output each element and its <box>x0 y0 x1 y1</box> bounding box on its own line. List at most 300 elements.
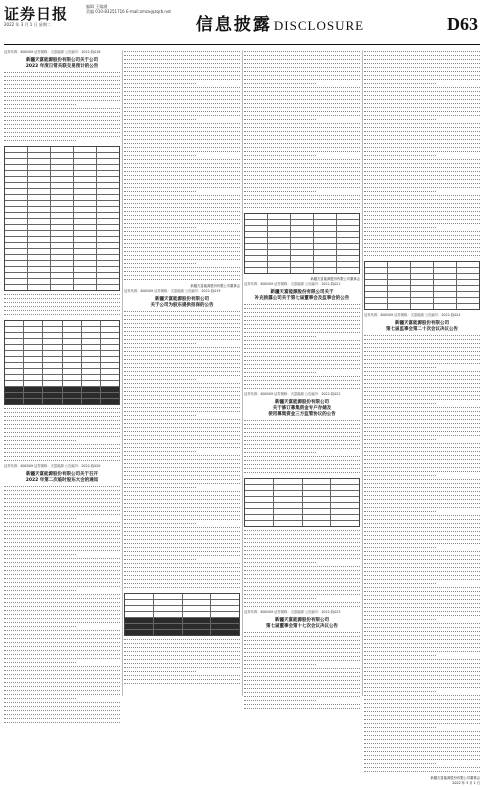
table-cell <box>331 503 359 508</box>
headline-line: 新疆天富能源股份有限公司关于 <box>270 290 334 295</box>
text-line <box>364 751 480 754</box>
table-cell <box>411 262 434 267</box>
table-cell <box>5 357 24 362</box>
text-line <box>124 163 240 166</box>
text-line <box>244 534 360 537</box>
table-cell <box>97 201 119 206</box>
table-cell <box>101 327 119 332</box>
text-line <box>244 55 360 58</box>
text-line <box>4 306 120 309</box>
table-cell <box>457 298 479 303</box>
text-line <box>364 487 480 490</box>
article-headline <box>244 400 360 418</box>
text-line <box>124 543 240 546</box>
text-line <box>364 467 480 470</box>
text-line <box>244 562 316 565</box>
table-cell <box>63 333 82 338</box>
text-line <box>124 511 240 514</box>
table-cell <box>63 345 82 350</box>
text-line <box>244 652 360 655</box>
table-cell <box>291 220 314 225</box>
text-line <box>364 427 480 430</box>
text-line <box>124 387 240 390</box>
table-cell <box>268 214 291 219</box>
table-cell <box>74 237 97 242</box>
text-line <box>244 578 360 581</box>
signature-board: 新疆天富能源股份有限公司董事会 <box>310 277 360 281</box>
text-line <box>124 83 196 86</box>
table-cell <box>28 201 51 206</box>
text-line <box>4 554 76 557</box>
table-cell <box>125 600 154 605</box>
text-line <box>124 347 240 350</box>
table-cell <box>82 381 101 386</box>
text-line <box>124 471 240 474</box>
table-cell <box>337 238 359 243</box>
table-cell <box>28 231 51 236</box>
article-code: 证券代码：600509 证券简称：天富能源 公告编号：2022-临021 <box>244 282 341 286</box>
text-line <box>364 355 480 358</box>
table-cell <box>245 214 268 219</box>
text-line <box>4 670 120 673</box>
text-line <box>124 211 240 214</box>
text-line <box>244 594 360 597</box>
text-line <box>124 367 240 370</box>
table-cell <box>51 261 74 266</box>
data-table <box>4 146 120 291</box>
text-line <box>4 602 120 605</box>
text-line <box>124 583 240 586</box>
text-line <box>364 747 480 750</box>
text-line <box>244 304 360 307</box>
text-line <box>364 91 480 94</box>
text-line <box>364 439 436 442</box>
article-body <box>124 311 240 590</box>
text-line <box>364 767 480 770</box>
text-line <box>244 87 360 90</box>
text-line <box>4 502 120 505</box>
article-body <box>124 639 240 686</box>
table-cell <box>43 363 62 368</box>
text-line <box>364 123 480 126</box>
text-line <box>364 215 480 218</box>
article-body <box>364 335 480 774</box>
table-cell <box>303 503 332 508</box>
table-cell <box>82 375 101 380</box>
table-cell <box>28 213 51 218</box>
text-line <box>244 364 360 367</box>
text-line <box>364 455 480 458</box>
text-line <box>364 143 480 146</box>
table-cell <box>63 327 82 332</box>
text-line <box>124 215 240 218</box>
text-line <box>124 419 240 422</box>
text-line <box>4 108 120 111</box>
table-cell <box>303 521 332 526</box>
table-cell <box>28 249 51 254</box>
table-cell <box>331 521 359 526</box>
table-cell <box>457 280 479 285</box>
text-line <box>364 247 480 250</box>
table-cell <box>74 171 97 176</box>
headline-line: 使用募集资金三方监管协议的公告 <box>268 412 336 417</box>
table-cell <box>183 600 212 605</box>
table-cell <box>337 214 359 219</box>
text-line <box>364 527 480 530</box>
text-line <box>364 231 480 234</box>
text-line <box>124 559 196 562</box>
text-line <box>124 95 240 98</box>
table-cell <box>28 237 51 242</box>
table-cell <box>82 387 101 392</box>
text-line <box>4 518 76 521</box>
table-cell <box>28 177 51 182</box>
table-cell <box>74 231 97 236</box>
table-cell <box>74 261 97 266</box>
text-line <box>124 247 240 250</box>
table-cell <box>28 189 51 194</box>
text-line <box>124 55 240 58</box>
text-line <box>364 463 480 466</box>
text-line <box>124 119 196 122</box>
table-cell <box>82 345 101 350</box>
table-cell <box>97 153 119 158</box>
column-divider <box>122 50 123 696</box>
table-cell <box>97 195 119 200</box>
table-cell <box>5 207 28 212</box>
table-cell <box>434 298 457 303</box>
text-line <box>364 155 436 158</box>
text-line <box>364 399 480 402</box>
column-divider <box>362 50 363 696</box>
text-line <box>124 143 240 146</box>
text-line <box>364 203 480 206</box>
editor-line: 编辑 王婧涵 <box>86 4 108 9</box>
table-cell <box>434 286 457 291</box>
table-cell <box>5 231 28 236</box>
text-line <box>124 123 240 126</box>
text-line <box>244 111 360 114</box>
text-line <box>124 279 240 282</box>
text-line <box>4 590 76 593</box>
text-line <box>124 531 240 534</box>
table-cell <box>24 369 43 374</box>
table-cell <box>274 479 303 484</box>
table-cell <box>154 606 183 611</box>
table-cell <box>125 606 154 611</box>
table-cell <box>457 304 479 309</box>
table-cell <box>28 261 51 266</box>
table-cell <box>82 333 101 338</box>
text-line <box>364 763 436 766</box>
table-cell <box>211 612 239 617</box>
text-line <box>244 684 360 687</box>
table-cell <box>211 624 239 629</box>
table-cell <box>63 321 82 326</box>
text-line <box>244 656 360 659</box>
text-line <box>4 682 120 685</box>
text-line <box>244 692 360 695</box>
text-line <box>244 558 360 561</box>
text-line <box>4 490 120 493</box>
text-line <box>124 263 196 266</box>
text-line <box>364 635 480 638</box>
text-line <box>124 407 240 410</box>
text-line <box>364 339 480 342</box>
text-line <box>124 427 240 430</box>
text-line <box>364 119 436 122</box>
text-line <box>364 175 480 178</box>
text-line <box>124 87 240 90</box>
text-line <box>244 602 360 605</box>
table-cell <box>154 600 183 605</box>
text-line <box>364 199 480 202</box>
table-cell <box>51 195 74 200</box>
text-line <box>364 503 480 506</box>
text-line <box>244 368 360 371</box>
table-cell <box>74 285 97 290</box>
text-line <box>244 115 360 118</box>
table-cell <box>365 280 388 285</box>
text-line <box>124 351 240 354</box>
table-cell <box>337 226 359 231</box>
text-line <box>124 651 240 654</box>
text-line <box>364 227 436 230</box>
text-line <box>4 436 120 439</box>
table-cell <box>51 159 74 164</box>
table-cell <box>97 249 119 254</box>
table-cell <box>245 497 274 502</box>
article-code: 证券代码：600509 证券简称：天富能源 公告编号：2022-临020 <box>4 464 101 468</box>
table-cell <box>28 273 51 278</box>
text-line <box>244 119 316 122</box>
section-title-en: DISCLOSURE <box>273 18 365 33</box>
text-line <box>124 411 240 414</box>
text-line <box>244 360 360 363</box>
text-line <box>4 526 120 529</box>
table-cell <box>74 249 97 254</box>
table-cell <box>74 165 97 170</box>
table-cell <box>337 244 359 249</box>
text-line <box>364 163 480 166</box>
text-line <box>244 179 360 182</box>
table-cell <box>411 304 434 309</box>
table-cell <box>274 521 303 526</box>
article-body <box>244 530 360 609</box>
table-cell <box>5 267 28 272</box>
article-body <box>4 72 120 143</box>
table-cell <box>51 201 74 206</box>
text-line <box>124 391 240 394</box>
data-table <box>364 261 480 310</box>
text-line <box>124 571 240 574</box>
text-line <box>244 320 360 323</box>
table-cell <box>331 479 359 484</box>
table-cell <box>337 220 359 225</box>
table-cell <box>82 327 101 332</box>
table-cell <box>314 214 337 219</box>
text-line <box>364 547 436 550</box>
table-cell <box>51 273 74 278</box>
table-cell <box>245 244 268 249</box>
text-line <box>364 431 480 434</box>
text-line <box>124 495 240 498</box>
table-cell <box>388 286 411 291</box>
text-line <box>124 179 240 182</box>
table-cell <box>28 171 51 176</box>
text-line <box>244 680 360 683</box>
text-line <box>4 694 120 697</box>
table-cell <box>97 255 119 260</box>
table-cell <box>245 256 268 261</box>
table-cell <box>28 243 51 248</box>
text-line <box>124 327 240 330</box>
text-line <box>4 570 120 573</box>
text-line <box>364 615 480 618</box>
text-line <box>364 507 480 510</box>
text-line <box>4 582 120 585</box>
text-line <box>364 511 436 514</box>
table-cell <box>101 393 119 398</box>
table-cell <box>5 375 24 380</box>
table-cell <box>245 262 268 267</box>
text-line <box>4 412 120 415</box>
text-line <box>4 92 120 95</box>
table-cell <box>82 351 101 356</box>
table-cell <box>411 280 434 285</box>
text-line <box>124 643 240 646</box>
table-cell <box>51 189 74 194</box>
text-line <box>364 411 480 414</box>
text-line <box>4 642 120 645</box>
table-cell <box>434 274 457 279</box>
text-line <box>244 159 360 162</box>
text-line <box>364 719 480 722</box>
text-line <box>4 128 120 131</box>
table-cell <box>28 159 51 164</box>
text-line <box>124 139 240 142</box>
column-2 <box>124 50 240 696</box>
text-line <box>4 674 120 677</box>
text-line <box>124 671 196 674</box>
table-cell <box>314 268 337 273</box>
table-cell <box>43 369 62 374</box>
text-line <box>124 259 240 262</box>
table-cell <box>5 177 28 182</box>
text-line <box>244 648 360 651</box>
table-cell <box>101 333 119 338</box>
text-line <box>364 591 480 594</box>
table-cell <box>183 606 212 611</box>
table-cell <box>97 219 119 224</box>
article-headline <box>244 618 360 630</box>
table-cell <box>43 357 62 362</box>
text-line <box>244 428 360 431</box>
text-line <box>4 702 120 705</box>
text-line <box>4 132 120 135</box>
table-cell <box>337 232 359 237</box>
text-line <box>124 59 240 62</box>
text-line <box>4 314 120 317</box>
text-line <box>244 95 360 98</box>
headline-line: 关于公司为股东提供担保的公告 <box>150 303 214 308</box>
table-cell <box>365 268 388 273</box>
text-line <box>124 639 240 642</box>
table-row <box>125 630 239 635</box>
table-cell <box>51 237 74 242</box>
table-cell <box>5 363 24 368</box>
text-line <box>364 523 480 526</box>
table-cell <box>24 351 43 356</box>
text-line <box>244 448 360 451</box>
text-line <box>244 316 360 319</box>
table-cell <box>303 509 332 514</box>
text-line <box>124 379 196 382</box>
table-cell <box>51 219 74 224</box>
table-cell <box>303 491 332 496</box>
text-line <box>244 542 360 545</box>
text-line <box>4 294 120 297</box>
table-cell <box>245 485 274 490</box>
headline-line: 新疆天富能源股份有限公司关于召开 <box>26 472 98 477</box>
table-cell <box>291 262 314 267</box>
table-cell <box>63 357 82 362</box>
text-line <box>244 380 360 383</box>
text-line <box>124 127 240 130</box>
text-line <box>124 343 196 346</box>
table-cell <box>411 274 434 279</box>
text-line <box>244 456 360 459</box>
text-line <box>4 96 120 99</box>
table-cell <box>5 243 28 248</box>
data-table <box>124 593 240 636</box>
text-line <box>124 155 196 158</box>
text-line <box>4 76 120 79</box>
text-line <box>124 547 240 550</box>
text-line <box>364 63 480 66</box>
text-line <box>124 679 240 682</box>
table-cell <box>291 214 314 219</box>
table-cell <box>274 491 303 496</box>
text-line <box>124 683 240 686</box>
table-cell <box>434 280 457 285</box>
table-cell <box>43 351 62 356</box>
table-cell <box>24 387 43 392</box>
table-cell <box>5 153 28 158</box>
text-line <box>244 672 360 675</box>
table-cell <box>365 304 388 309</box>
table-cell <box>74 225 97 230</box>
text-line <box>4 420 120 423</box>
text-line <box>244 460 360 463</box>
table-cell <box>388 298 411 303</box>
text-line <box>364 759 480 762</box>
text-line <box>364 575 480 578</box>
headline-line: 补充披露公司关于第七届董事会及监事会的公告 <box>254 296 350 301</box>
table-cell <box>97 171 119 176</box>
table-cell <box>24 333 43 338</box>
table-cell <box>183 612 212 617</box>
table-cell <box>211 606 239 611</box>
text-line <box>244 632 360 635</box>
text-line <box>244 91 360 94</box>
masthead <box>0 0 484 46</box>
text-line <box>124 399 240 402</box>
text-line <box>124 171 240 174</box>
text-line <box>244 372 316 375</box>
article-code: 证券代码：600509 证券简称：天富能源 公告编号：2022-临022 <box>244 392 341 396</box>
data-table <box>4 320 120 405</box>
